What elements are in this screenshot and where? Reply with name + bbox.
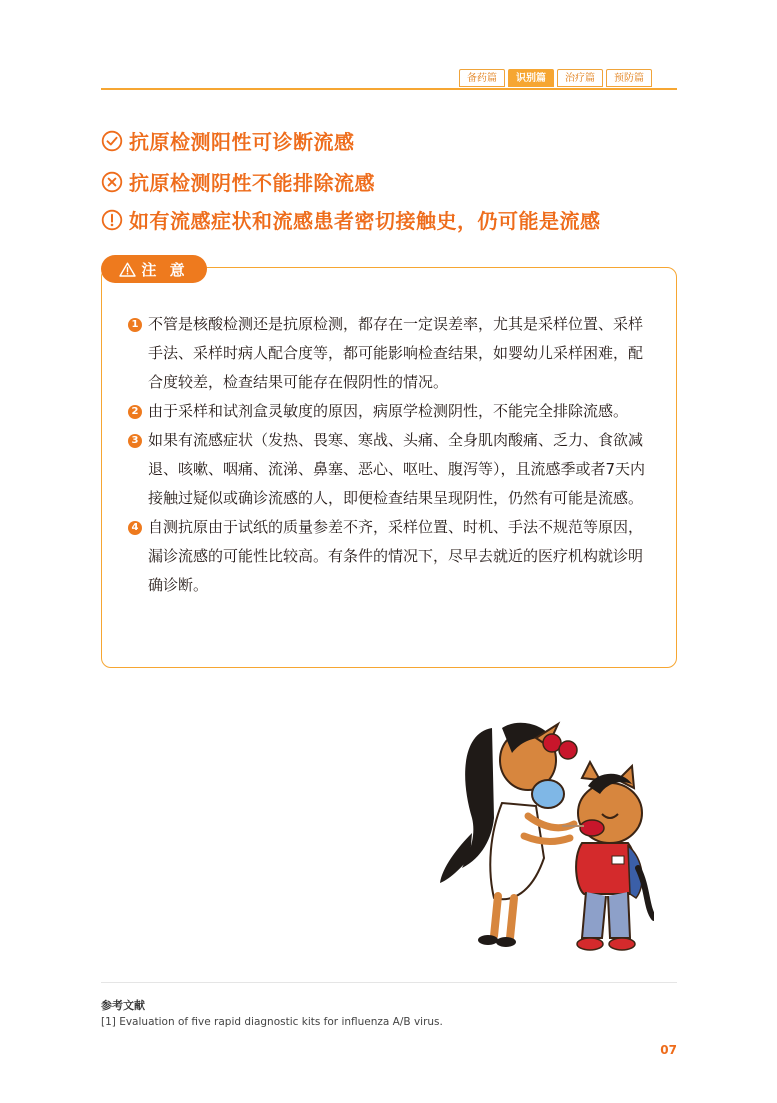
page-number: 07 xyxy=(660,1043,677,1057)
headline-negative xyxy=(101,167,375,196)
adult-horse-figure xyxy=(440,723,577,947)
item-number: 3 xyxy=(128,434,142,448)
headline-text: 抗原检测阳性可诊断流感 xyxy=(129,130,355,154)
references-title: 参考文献 xyxy=(101,999,145,1012)
item-text: 自测抗原由于试纸的质量参差不齐，采样位置、时机、手法不规范等原因，漏诊流感的可能性比较高。有条件的情况下，尽早去就近的医疗机构就诊明确诊断。 xyxy=(148,518,644,594)
exclamation-circle-icon xyxy=(101,209,123,231)
tab-shibie[interactable]: 识别篇 xyxy=(508,69,554,87)
tab-yufang[interactable]: 预防篇 xyxy=(606,69,652,87)
item-text: 由于采样和试剂盒灵敏度的原因，病原学检测阴性，不能完全排除流感。 xyxy=(148,402,629,420)
item-number: 4 xyxy=(128,521,142,535)
horse-characters-illustration xyxy=(432,718,654,954)
reference-rule xyxy=(101,982,677,983)
headline-contact xyxy=(101,205,601,234)
item-text: 如果有流感症状（发热、畏寒、寒战、头痛、全身肌肉酸痛、乏力、食欲减退、咳嗽、咽痛、流涕、鼻塞、恶心、呕吐、腹泻等），且流感季或者7天内接触过疑似或确诊流感的人，即便检查结果呈现阴性，仍然有可能是流感。 xyxy=(148,431,646,507)
header-rule xyxy=(101,88,677,90)
list-item xyxy=(128,397,648,426)
reference-item: [1] Evaluation of five rapid diagnostic kits for influenza A/B virus. xyxy=(101,1016,443,1028)
item-number: 2 xyxy=(128,405,142,419)
note-title: 注 意 xyxy=(141,260,189,279)
item-number: 1 xyxy=(128,318,142,332)
x-circle-icon xyxy=(101,171,123,193)
tab-zhiliao[interactable]: 治疗篇 xyxy=(557,69,603,87)
note-tag xyxy=(101,255,207,283)
item-text: 不管是核酸检测还是抗原检测，都存在一定误差率，尤其是采样位置、采样手法、采样时病人配合度等，都可能影响检查结果，如婴幼儿采样困难，配合度较差，检查结果可能存在假阴性的情况。 xyxy=(148,315,644,391)
check-circle-icon xyxy=(101,130,123,152)
headline-text: 抗原检测阴性不能排除流感 xyxy=(129,171,375,195)
list-item xyxy=(128,310,648,397)
section-tabs xyxy=(459,69,652,87)
tab-beiyao[interactable]: 备药篇 xyxy=(459,69,505,87)
headline-positive xyxy=(101,126,355,155)
headline-text: 如有流感症状和流感患者密切接触史，仍可能是流感 xyxy=(129,209,601,233)
list-item xyxy=(128,426,648,513)
warning-triangle-icon xyxy=(119,262,136,277)
note-list xyxy=(128,310,648,600)
kid-horse-figure xyxy=(576,762,654,950)
list-item xyxy=(128,513,648,600)
